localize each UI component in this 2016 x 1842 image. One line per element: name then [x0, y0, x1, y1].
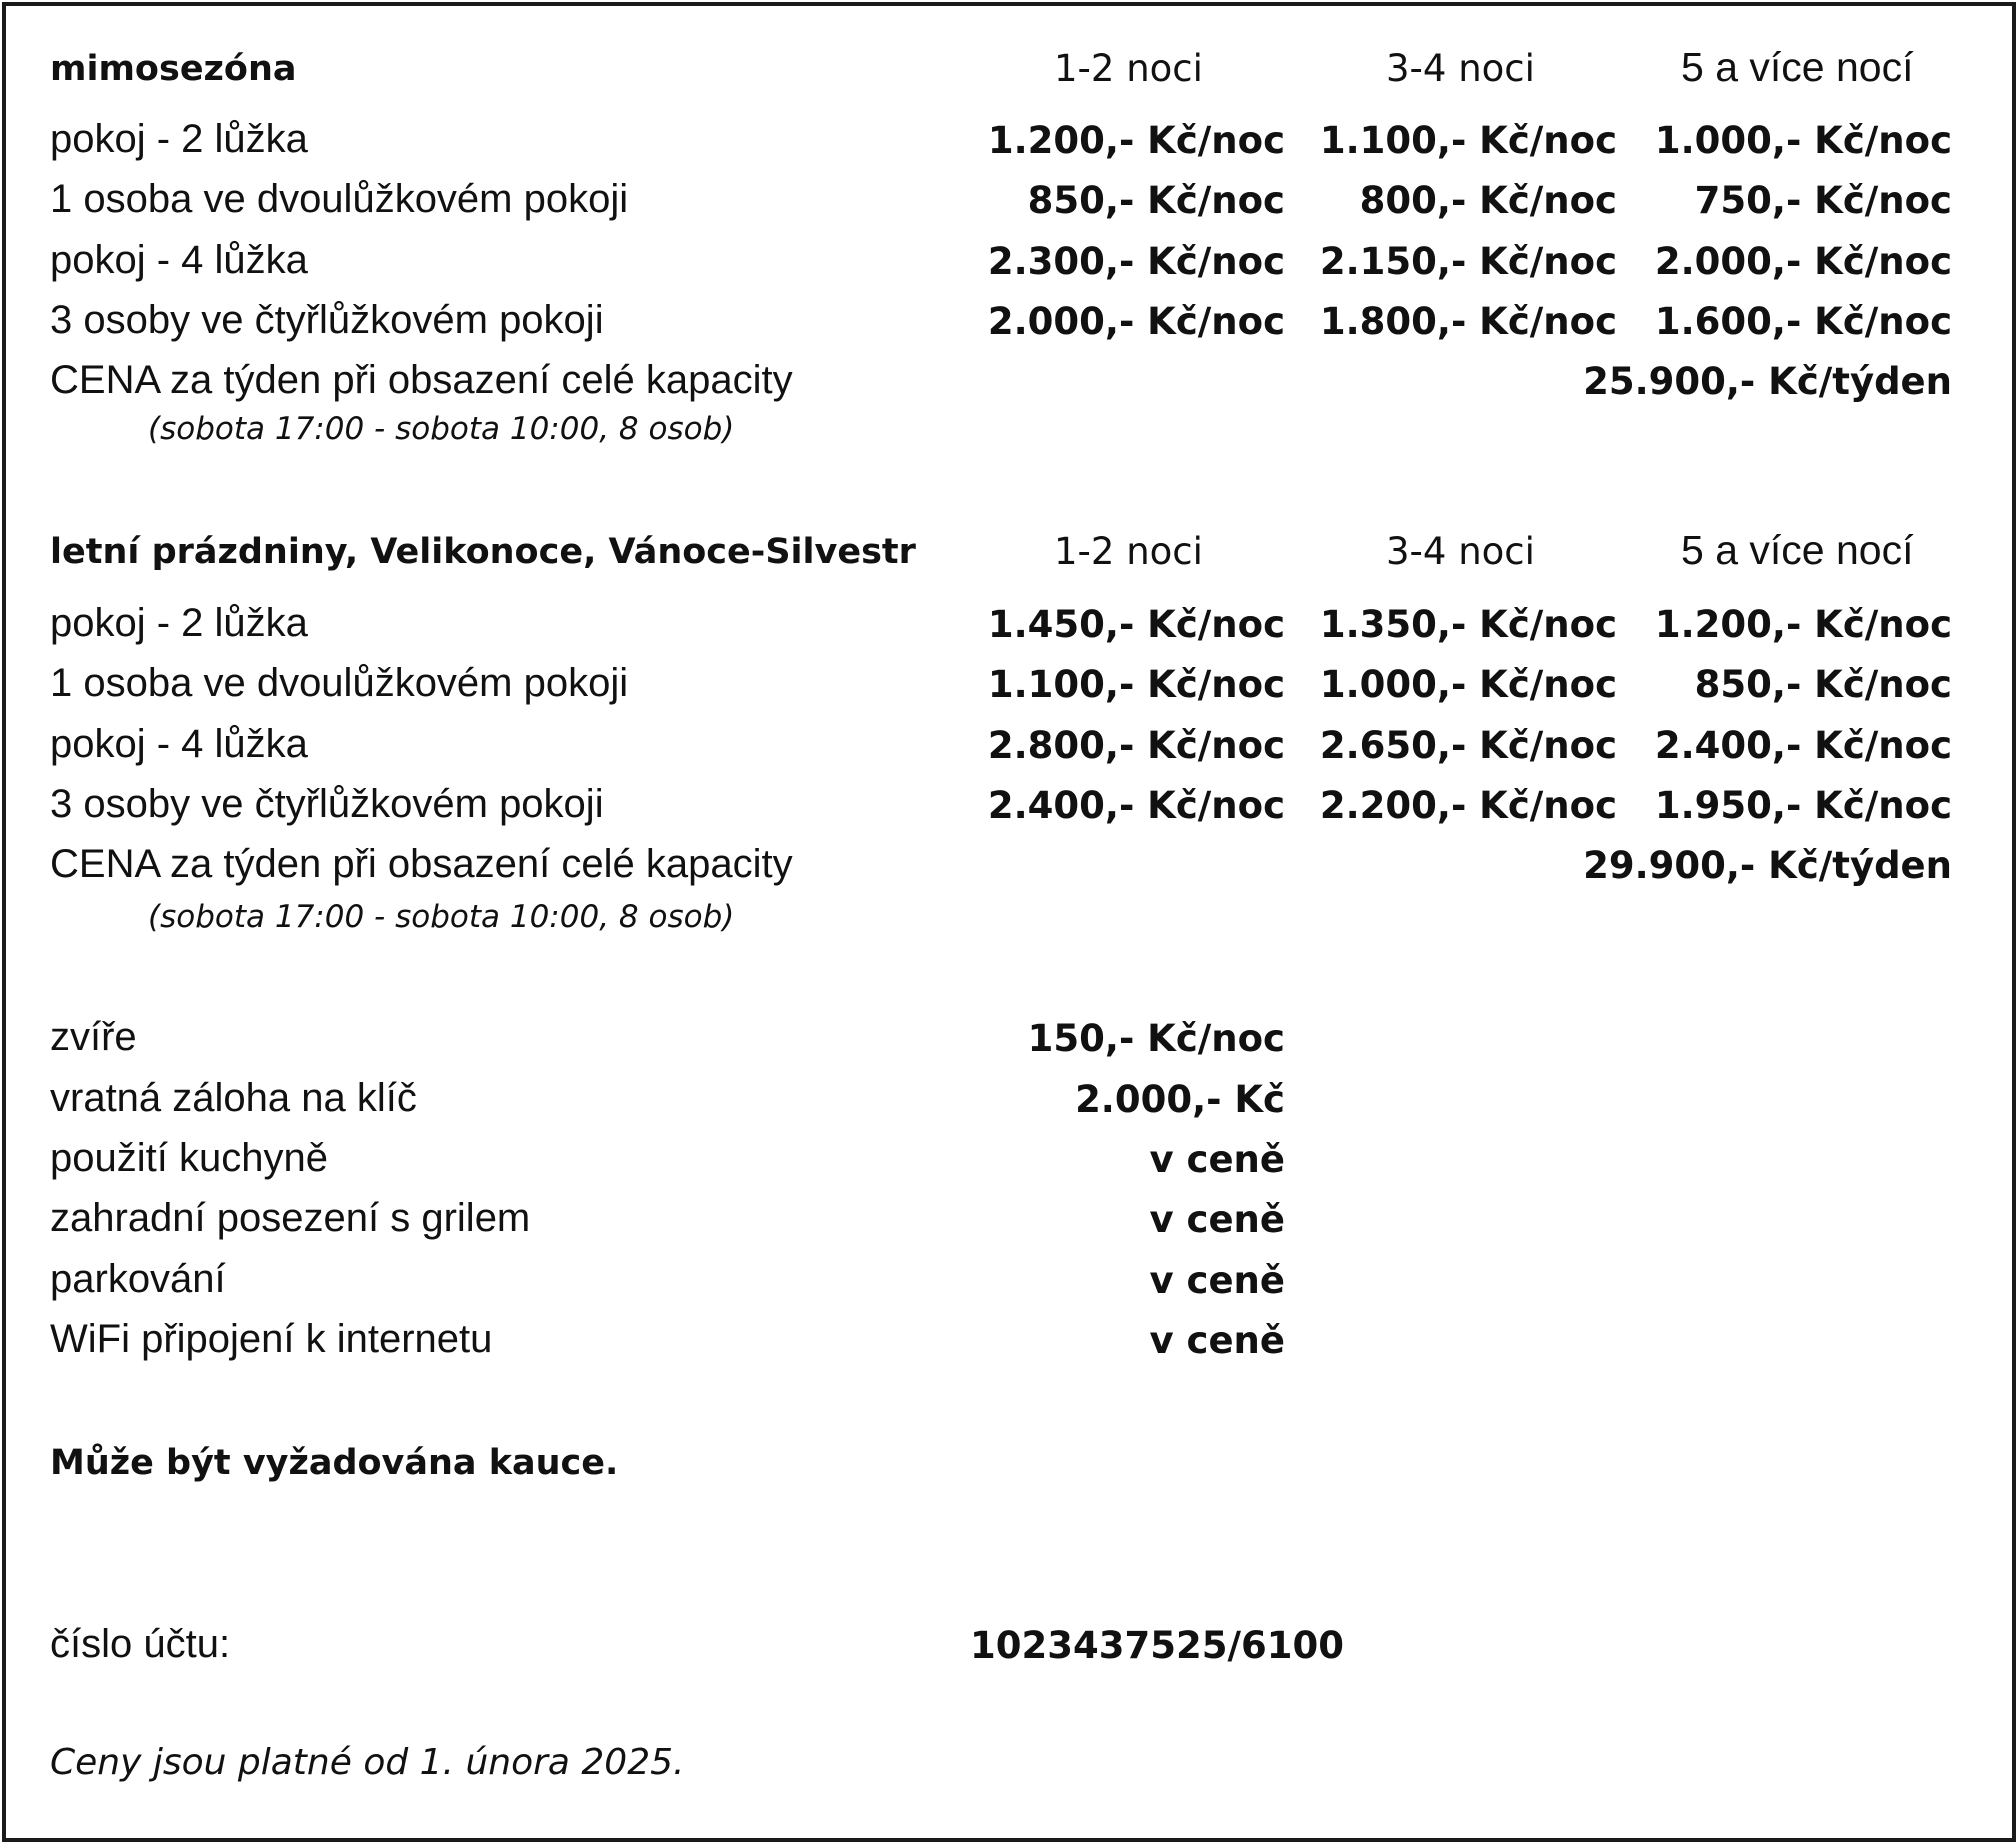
- season2-row-price: 1.200,- Kč/noc: [1654, 603, 1952, 646]
- season1-week-label: CENA za týden při obsazení celé kapacity: [50, 358, 793, 402]
- season2-row-label: 1 osoba ve dvoulůžkovém pokoji: [50, 661, 629, 705]
- season1-row-price: 1.200,- Kč/noc: [987, 119, 1285, 162]
- season2-row-label: 3 osoby ve čtyřlůžkovém pokoji: [50, 782, 604, 826]
- extra-value: v ceně: [1149, 1138, 1285, 1181]
- season1-row-label: pokoj - 4 lůžka: [50, 238, 308, 282]
- season2-row-price: 2.200,- Kč/noc: [1319, 784, 1617, 827]
- season2-week-note: (sobota 17:00 - sobota 10:00, 8 osob): [148, 899, 735, 935]
- season2-week-price: 29.900,- Kč/týden: [1583, 844, 1952, 887]
- season2-week-label: CENA za týden při obsazení celé kapacity: [50, 842, 793, 886]
- season1-week-price: 25.900,- Kč/týden: [1583, 360, 1952, 403]
- season2-row-label: pokoj - 2 lůžka: [50, 601, 308, 645]
- season2-col1-header: 1-2 noci: [1054, 530, 1203, 573]
- season1-col2-header: 3-4 noci: [1386, 47, 1535, 90]
- deposit-note: Může být vyžadována kauce.: [50, 1443, 619, 1483]
- account-number: 1023437525/6100: [970, 1624, 1344, 1667]
- extra-value: v ceně: [1149, 1319, 1285, 1362]
- extra-value: v ceně: [1149, 1198, 1285, 1241]
- season1-row-label: pokoj - 2 lůžka: [50, 117, 308, 161]
- extra-value: v ceně: [1149, 1259, 1285, 1302]
- season2-row-price: 1.450,- Kč/noc: [987, 603, 1285, 646]
- season2-row-price: 2.650,- Kč/noc: [1319, 724, 1617, 767]
- extra-value: 150,- Kč/noc: [1027, 1017, 1285, 1060]
- season2-row-label: pokoj - 4 lůžka: [50, 722, 308, 766]
- season1-col1-header: 1-2 noci: [1054, 47, 1203, 90]
- season1-title: mimosezóna: [50, 49, 297, 89]
- season2-row-price: 2.800,- Kč/noc: [987, 724, 1285, 767]
- season2-col2-header: 3-4 noci: [1386, 530, 1535, 573]
- season2-row-price: 1.100,- Kč/noc: [987, 663, 1285, 706]
- extra-label: parkování: [50, 1257, 226, 1301]
- extra-value: 2.000,- Kč: [1075, 1078, 1285, 1121]
- season2-col3-header: 5 a více nocí: [1681, 527, 1914, 573]
- season1-week-note: (sobota 17:00 - sobota 10:00, 8 osob): [148, 411, 735, 447]
- season1-row-label: 1 osoba ve dvoulůžkovém pokoji: [50, 177, 629, 221]
- season2-title: letní prázdniny, Velikonoce, Vánoce-Silvestr: [50, 532, 916, 572]
- season1-row-price: 2.000,- Kč/noc: [1654, 240, 1952, 283]
- season2-row-price: 1.000,- Kč/noc: [1319, 663, 1617, 706]
- season1-row-price: 750,- Kč/noc: [1694, 179, 1952, 222]
- season1-row-label: 3 osoby ve čtyřlůžkovém pokoji: [50, 298, 604, 342]
- extra-label: vratná záloha na klíč: [50, 1076, 417, 1120]
- season1-row-price: 1.800,- Kč/noc: [1319, 300, 1617, 343]
- season2-row-price: 2.400,- Kč/noc: [1654, 724, 1952, 767]
- season1-row-price: 2.300,- Kč/noc: [987, 240, 1285, 283]
- season1-row-price: 1.100,- Kč/noc: [1319, 119, 1617, 162]
- season2-row-price: 1.950,- Kč/noc: [1654, 784, 1952, 827]
- extra-label: WiFi připojení k internetu: [50, 1317, 493, 1361]
- season2-row-price: 850,- Kč/noc: [1694, 663, 1952, 706]
- season1-row-price: 850,- Kč/noc: [1027, 179, 1285, 222]
- season2-row-price: 2.400,- Kč/noc: [987, 784, 1285, 827]
- season1-row-price: 1.000,- Kč/noc: [1654, 119, 1952, 162]
- season1-row-price: 2.150,- Kč/noc: [1319, 240, 1617, 283]
- extra-label: použití kuchyně: [50, 1136, 328, 1180]
- extra-label: zahradní posezení s grilem: [50, 1196, 531, 1240]
- extra-label: zvíře: [50, 1015, 137, 1059]
- validity-note: Ceny jsou platné od 1. února 2025.: [50, 1742, 685, 1783]
- season1-col3-header: 5 a více nocí: [1681, 44, 1914, 90]
- season1-row-price: 800,- Kč/noc: [1359, 179, 1617, 222]
- season1-row-price: 2.000,- Kč/noc: [987, 300, 1285, 343]
- season1-row-price: 1.600,- Kč/noc: [1654, 300, 1952, 343]
- season2-row-price: 1.350,- Kč/noc: [1319, 603, 1617, 646]
- account-label: číslo účtu:: [50, 1622, 231, 1666]
